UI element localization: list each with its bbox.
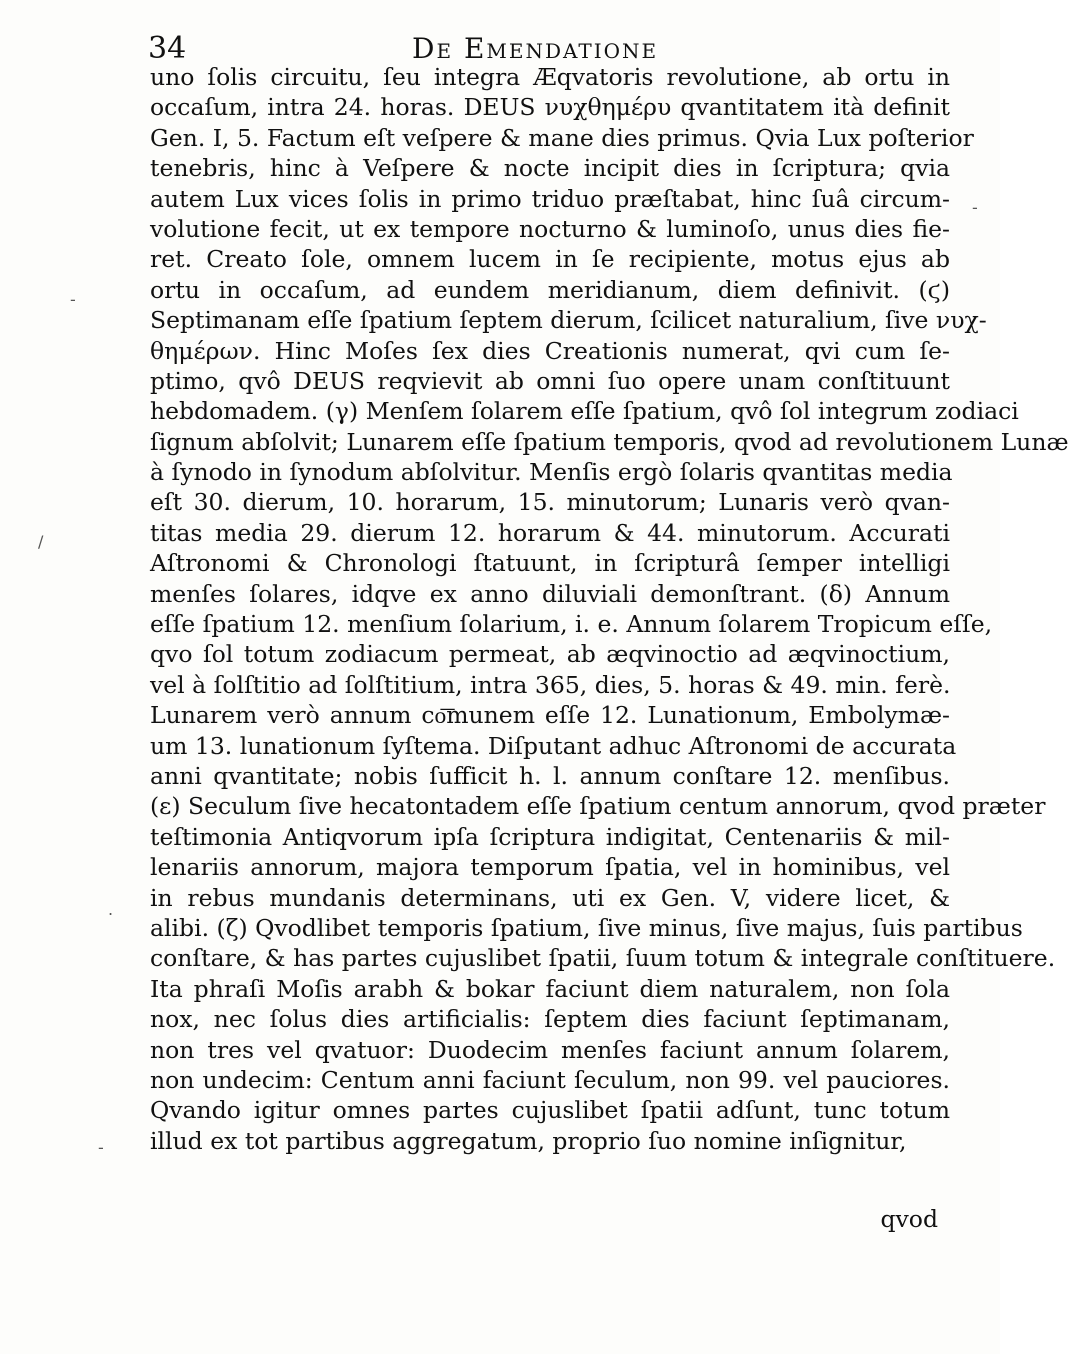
text-line: teſtimonia Antiqvorum ipſa ſcriptura indigitat, Centenariis & mil- [150,822,950,851]
text-line: Qvando igitur omnes partes cujuslibet ſpatii adſunt, tunc totum [150,1096,950,1125]
catchword: qvod [880,1205,938,1233]
text-line: volutione fecit, ut ex tempore nocturno & luminoſo, unus dies fie- [150,214,950,243]
margin-mark: / [38,532,44,551]
text-line: ſignum abſolvit; Lunarem eſſe ſpatium temporis, qvod ad revolutionem Lunæ [150,427,1069,456]
text-line: um 13. lunationum ſyſtema. Diſputant adhuc Aſtronomi de accurata [150,731,957,760]
text-line: à ſynodo in ſynodum abſolvitur. Menſis ergò ſolaris qvantitas media [150,458,953,487]
text-line: occaſum, intra 24. horas. DEUS νυχθημέρυ qvantitatem ità definit [150,93,950,122]
margin-mark: . [108,900,114,919]
text-line: in rebus mundanis determinans, uti ex Gen. V, videre licet, & [150,883,950,912]
text-line: menſes ſolares, idqve ex anno diluviali demonſtrant. (δ) Annum [150,579,950,608]
text-line: Ita phraſi Moſis arabh & bokar faciunt diem naturalem, non ſola [150,974,950,1003]
text-line: uno ſolis circuitu, ſeu integra Æqvatoris revolutione, ab ortu in [150,63,950,91]
text-line: vel à ſolſtitio ad ſolſtitium, intra 365, dies, 5. horas & 49. min. ferè. [150,670,951,699]
text-line: Septimanam eſſe ſpatium ſeptem dierum, ſcilicet naturalium, ſive νυχ- [150,306,987,335]
text-line: non undecim: Centum anni faciunt ſeculum, non 99. vel pauciores. [150,1065,950,1094]
text-line: illud ex tot partibus aggregatum, proprio ſuo nomine inſignitur, [150,1126,907,1155]
margin-mark: - [98,1138,104,1157]
text-line: lenariis annorum, majora temporum ſpatia, vel in hominibus, vel [150,853,950,882]
running-title: De Emendatione [412,32,659,65]
text-line: Aſtronomi & Chronologi ſtatuunt, in ſcripturâ ſemper intelligi [150,549,950,578]
text-line: Lunarem verò annum co͞munem eſſe 12. Lunationum, Embolymæ- [150,701,950,730]
text-line: θημέρων. Hinc Moſes ſex dies Creationis numerat, qvi cum ſe- [150,336,950,365]
text-line: eſſe ſpatium 12. menſium ſolarium, i. e. Annum ſolarem Tropicum eſſe, [150,610,993,639]
page-number: 34 [148,31,187,66]
text-line: ptimo, qvô DEUS reqvievit ab omni ſuo opere unam conſtituunt [150,366,950,395]
text-line: (ε) Seculum ſive hecatontadem eſſe ſpatium centum annorum, qvod præter [150,792,1046,821]
text-line: Gen. I, 5. Factum eſt veſpere & mane dies primus. Qvia Lux poſterior [150,123,974,152]
text-line: eſt 30. dierum, 10. horarum, 15. minutorum; Lunaris verò qvan- [150,488,950,517]
text-line: alibi. (ζ) Qvodlibet temporis ſpatium, ſive minus, ſive majus, ſuis partibus [150,913,1023,942]
text-line: ret. Creato ſole, omnem lucem in ſe recipiente, motus ejus ab [150,245,950,274]
text-line: ortu in occaſum, ad eundem meridianum, diem definivit. (ϛ) [150,275,950,304]
text-line: conſtare, & has partes cujuslibet ſpatii, ſuum totum & integrale conſtituere. [150,944,1056,973]
text-line: hebdomadem. (γ) Menſem ſolarem eſſe ſpatium, qvô ſol integrum zodiaci [150,397,1019,426]
text-line: titas media 29. dierum 12. horarum & 44. minutorum. Accurati [150,518,950,547]
margin-mark: - [70,290,76,309]
text-line: qvo ſol totum zodiacum permeat, ab æqvinoctio ad æqvinoctium, [150,640,950,669]
text-line: nox, nec ſolus dies artificialis: ſeptem dies faciunt ſeptimanam, [150,1005,950,1034]
body-text [150,62,1069,1156]
text-line: anni qvantitate; nobis ſufficit h. l. annum conſtare 12. menſibus. [150,761,950,790]
text-line: tenebris, hinc à Veſpere & nocte incipit dies in ſcriptura; qvia [150,154,950,183]
margin-mark: - [972,198,978,217]
text-line: autem Lux vices ſolis in primo triduo præſtabat, hinc ſuâ circum- [150,184,950,213]
text-line: non tres vel qvatuor: Duodecim menſes faciunt annum ſolarem, [150,1035,950,1064]
